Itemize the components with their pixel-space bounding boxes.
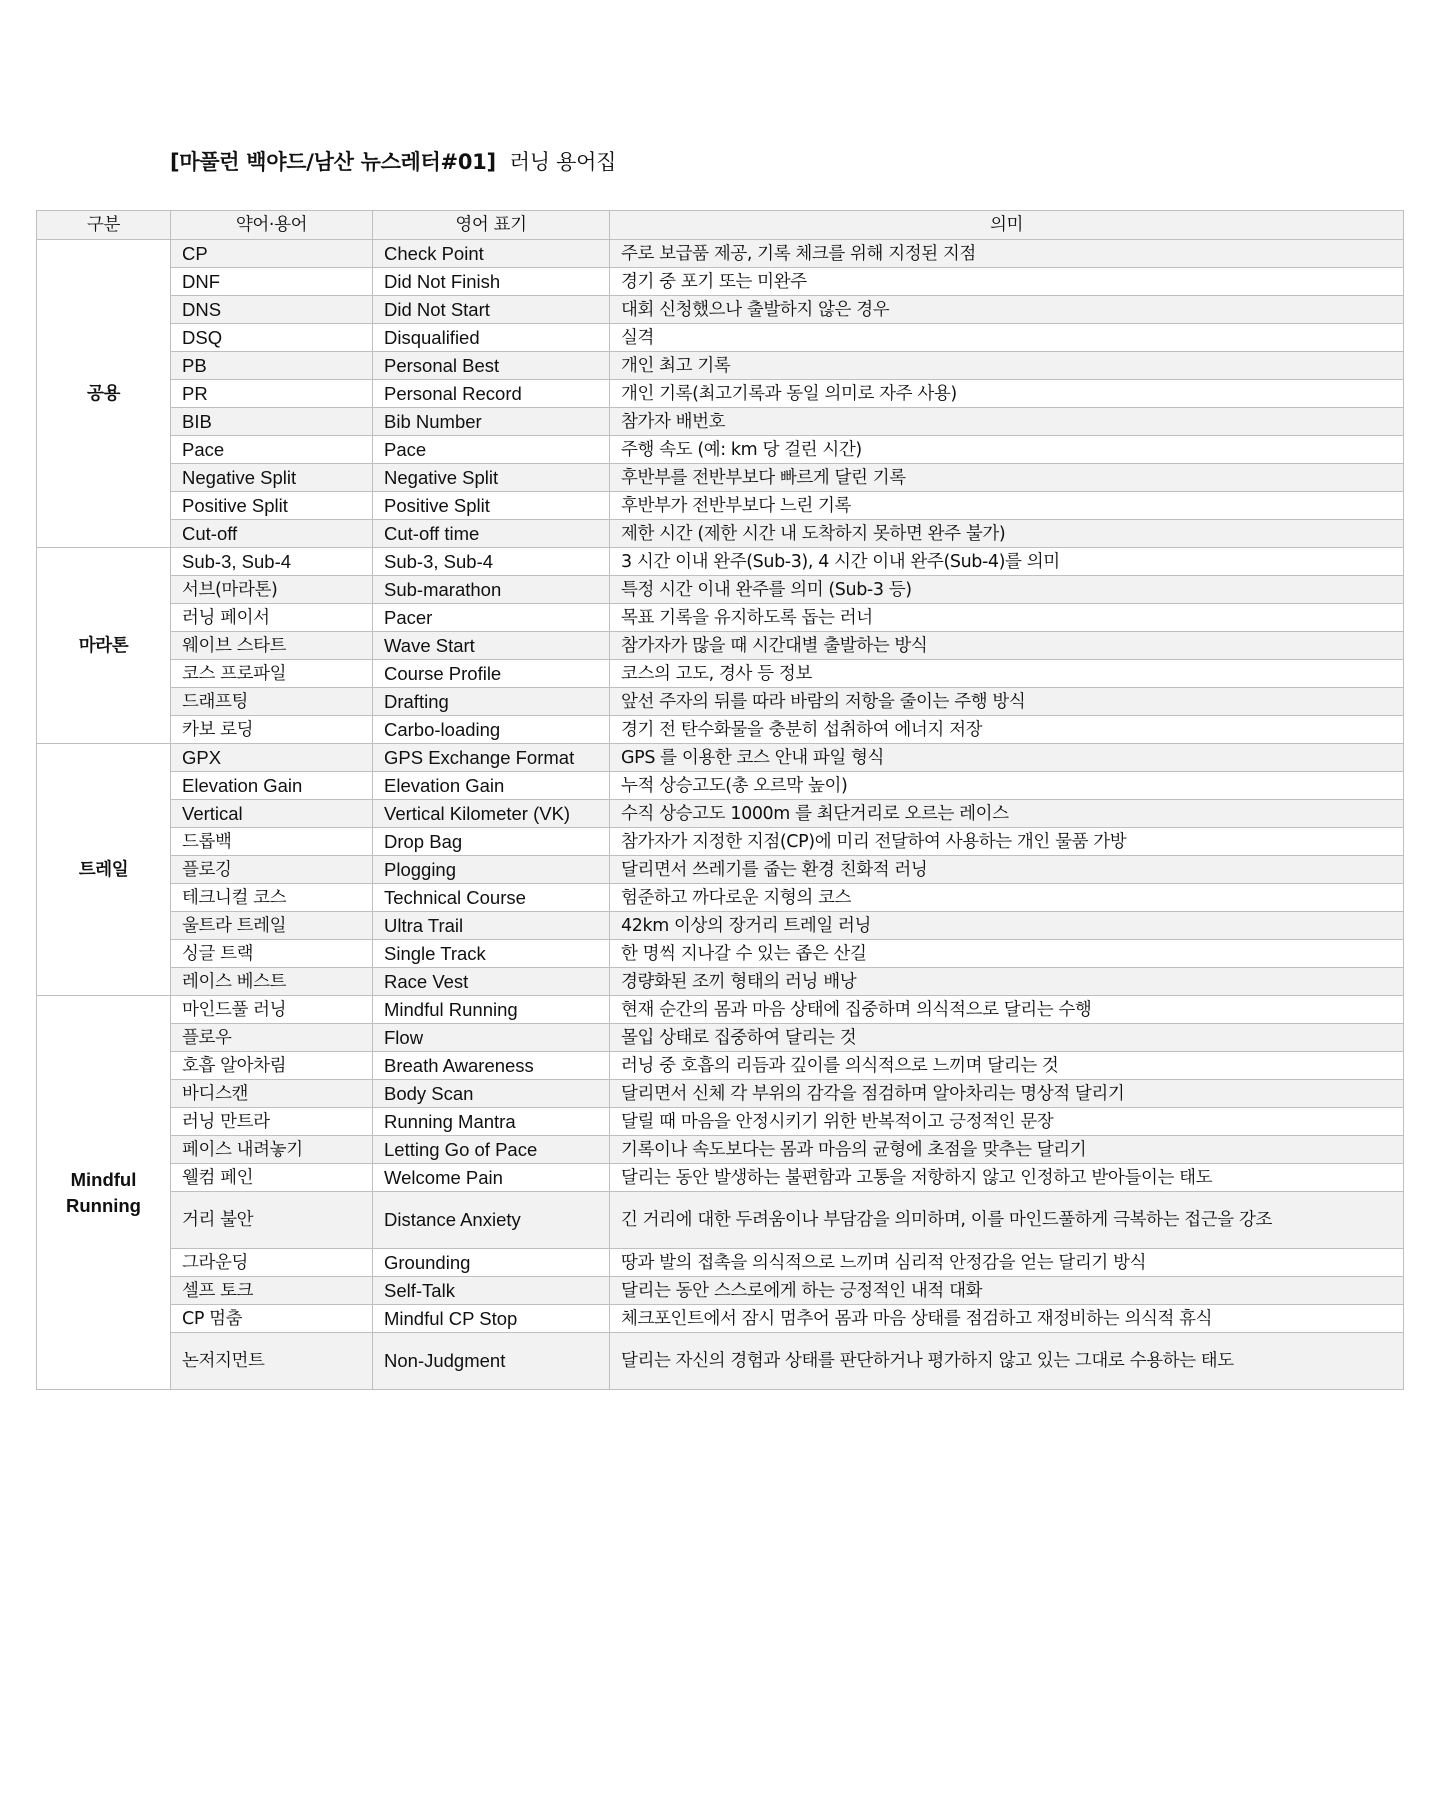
- english-cell: Pacer: [373, 604, 610, 632]
- english-cell: Single Track: [373, 940, 610, 968]
- meaning-cell: 경기 중 포기 또는 미완주: [610, 268, 1404, 296]
- english-cell: Grounding: [373, 1249, 610, 1277]
- term-cell: 울트라 트레일: [171, 912, 373, 940]
- meaning-cell: 험준하고 까다로운 지형의 코스: [610, 884, 1404, 912]
- english-cell: Mindful CP Stop: [373, 1305, 610, 1333]
- term-cell: 그라운딩: [171, 1249, 373, 1277]
- newsletter-label: [마풀런 백야드/남산 뉴스레터#01]: [170, 150, 496, 174]
- english-cell: Drafting: [373, 688, 610, 716]
- table-row: [37, 492, 1404, 520]
- meaning-cell: 특정 시간 이내 완주를 의미 (Sub-3 등): [610, 576, 1404, 604]
- header-category: 구분: [37, 211, 171, 240]
- table-row: [37, 380, 1404, 408]
- term-cell: 카보 로딩: [171, 716, 373, 744]
- meaning-cell: 대회 신청했으나 출발하지 않은 경우: [610, 296, 1404, 324]
- english-cell: Negative Split: [373, 464, 610, 492]
- english-cell: Drop Bag: [373, 828, 610, 856]
- english-cell: Positive Split: [373, 492, 610, 520]
- english-cell: Personal Best: [373, 352, 610, 380]
- meaning-cell: 앞선 주자의 뒤를 따라 바람의 저항을 줄이는 주행 방식: [610, 688, 1404, 716]
- table-row: [37, 800, 1404, 828]
- table-row: [37, 408, 1404, 436]
- header-row: [37, 211, 1404, 240]
- document-title: [170, 146, 616, 176]
- table-row: [37, 716, 1404, 744]
- english-cell: Vertical Kilometer (VK): [373, 800, 610, 828]
- meaning-cell: 개인 최고 기록: [610, 352, 1404, 380]
- category-cell: 트레일: [37, 744, 171, 996]
- english-cell: Elevation Gain: [373, 772, 610, 800]
- term-cell: Positive Split: [171, 492, 373, 520]
- category-cell: 공용: [37, 240, 171, 548]
- english-cell: Carbo-loading: [373, 716, 610, 744]
- meaning-cell: 한 명씩 지나갈 수 있는 좁은 산길: [610, 940, 1404, 968]
- term-cell: 테크니컬 코스: [171, 884, 373, 912]
- term-cell: 웨이브 스타트: [171, 632, 373, 660]
- table-row: [37, 996, 1404, 1024]
- table-row: [37, 604, 1404, 632]
- term-cell: 호흡 알아차림: [171, 1052, 373, 1080]
- meaning-cell: 개인 기록(최고기록과 동일 의미로 자주 사용): [610, 380, 1404, 408]
- meaning-cell: 경량화된 조끼 형태의 러닝 배낭: [610, 968, 1404, 996]
- term-cell: CP 멈춤: [171, 1305, 373, 1333]
- meaning-cell: 긴 거리에 대한 두려움이나 부담감을 의미하며, 이를 마인드풀하게 극복하는 접근을 강조: [610, 1192, 1404, 1249]
- term-cell: 플로우: [171, 1024, 373, 1052]
- table-row: [37, 268, 1404, 296]
- term-cell: 레이스 베스트: [171, 968, 373, 996]
- english-cell: Did Not Start: [373, 296, 610, 324]
- table-row: [37, 576, 1404, 604]
- term-cell: Sub-3, Sub-4: [171, 548, 373, 576]
- meaning-cell: 제한 시간 (제한 시간 내 도착하지 못하면 완주 불가): [610, 520, 1404, 548]
- table-row: [37, 828, 1404, 856]
- english-cell: Race Vest: [373, 968, 610, 996]
- term-cell: 논저지먼트: [171, 1333, 373, 1390]
- meaning-cell: 후반부가 전반부보다 느린 기록: [610, 492, 1404, 520]
- english-cell: Breath Awareness: [373, 1052, 610, 1080]
- english-cell: Running Mantra: [373, 1108, 610, 1136]
- table-row: [37, 968, 1404, 996]
- meaning-cell: 코스의 고도, 경사 등 정보: [610, 660, 1404, 688]
- english-cell: Course Profile: [373, 660, 610, 688]
- table-row: [37, 1052, 1404, 1080]
- table-row: [37, 1080, 1404, 1108]
- term-cell: DSQ: [171, 324, 373, 352]
- meaning-cell: 달리는 동안 스스로에게 하는 긍정적인 내적 대화: [610, 1277, 1404, 1305]
- english-cell: Check Point: [373, 240, 610, 268]
- meaning-cell: 실격: [610, 324, 1404, 352]
- meaning-cell: 후반부를 전반부보다 빠르게 달린 기록: [610, 464, 1404, 492]
- term-cell: DNS: [171, 296, 373, 324]
- glossary-title: 러닝 용어집: [509, 150, 617, 174]
- meaning-cell: 수직 상승고도 1000m 를 최단거리로 오르는 레이스: [610, 800, 1404, 828]
- table-row: [37, 352, 1404, 380]
- term-cell: 셀프 토크: [171, 1277, 373, 1305]
- meaning-cell: 달리면서 쓰레기를 줍는 환경 친화적 러닝: [610, 856, 1404, 884]
- english-cell: Cut-off time: [373, 520, 610, 548]
- term-cell: 웰컴 페인: [171, 1164, 373, 1192]
- table-row: [37, 688, 1404, 716]
- meaning-cell: 누적 상승고도(총 오르막 높이): [610, 772, 1404, 800]
- term-cell: 싱글 트랙: [171, 940, 373, 968]
- english-cell: Pace: [373, 436, 610, 464]
- meaning-cell: 주로 보급품 제공, 기록 체크를 위해 지정된 지점: [610, 240, 1404, 268]
- table-row: [37, 744, 1404, 772]
- english-cell: Technical Course: [373, 884, 610, 912]
- term-cell: BIB: [171, 408, 373, 436]
- english-cell: Bib Number: [373, 408, 610, 436]
- header-english: 영어 표기: [373, 211, 610, 240]
- header-term: 약어·용어: [171, 211, 373, 240]
- meaning-cell: 달릴 때 마음을 안정시키기 위한 반복적이고 긍정적인 문장: [610, 1108, 1404, 1136]
- term-cell: DNF: [171, 268, 373, 296]
- term-cell: Vertical: [171, 800, 373, 828]
- term-cell: Pace: [171, 436, 373, 464]
- term-cell: 서브(마라톤): [171, 576, 373, 604]
- table-row: [37, 520, 1404, 548]
- term-cell: 페이스 내려놓기: [171, 1136, 373, 1164]
- table-row: [37, 1024, 1404, 1052]
- table-row: [37, 912, 1404, 940]
- english-cell: Self-Talk: [373, 1277, 610, 1305]
- glossary-table: [36, 210, 1404, 1390]
- table-row: [37, 1136, 1404, 1164]
- term-cell: 마인드풀 러닝: [171, 996, 373, 1024]
- table-row: [37, 660, 1404, 688]
- table-row: [37, 296, 1404, 324]
- meaning-cell: 땅과 발의 접촉을 의식적으로 느끼며 심리적 안정감을 얻는 달리기 방식: [610, 1249, 1404, 1277]
- meaning-cell: 42km 이상의 장거리 트레일 러닝: [610, 912, 1404, 940]
- table-row: [37, 1277, 1404, 1305]
- english-cell: Plogging: [373, 856, 610, 884]
- meaning-cell: 기록이나 속도보다는 몸과 마음의 균형에 초점을 맞추는 달리기: [610, 1136, 1404, 1164]
- meaning-cell: 참가자가 지정한 지점(CP)에 미리 전달하여 사용하는 개인 물품 가방: [610, 828, 1404, 856]
- term-cell: 러닝 페이서: [171, 604, 373, 632]
- meaning-cell: 주행 속도 (예: km 당 걸린 시간): [610, 436, 1404, 464]
- meaning-cell: 체크포인트에서 잠시 멈추어 몸과 마음 상태를 점검하고 재정비하는 의식적 휴식: [610, 1305, 1404, 1333]
- meaning-cell: 참가자 배번호: [610, 408, 1404, 436]
- term-cell: PR: [171, 380, 373, 408]
- term-cell: 바디스캔: [171, 1080, 373, 1108]
- english-cell: Mindful Running: [373, 996, 610, 1024]
- english-cell: Sub-marathon: [373, 576, 610, 604]
- english-cell: Personal Record: [373, 380, 610, 408]
- table-row: [37, 548, 1404, 576]
- table-row: [37, 772, 1404, 800]
- table-row: [37, 1249, 1404, 1277]
- english-cell: Distance Anxiety: [373, 1192, 610, 1249]
- category-cell: 마라톤: [37, 548, 171, 744]
- english-cell: Non-Judgment: [373, 1333, 610, 1390]
- english-cell: Sub-3, Sub-4: [373, 548, 610, 576]
- english-cell: Disqualified: [373, 324, 610, 352]
- table-row: [37, 884, 1404, 912]
- table-row: [37, 1305, 1404, 1333]
- term-cell: 코스 프로파일: [171, 660, 373, 688]
- english-cell: Wave Start: [373, 632, 610, 660]
- table-row: [37, 1333, 1404, 1390]
- meaning-cell: 달리는 동안 발생하는 불편함과 고통을 저항하지 않고 인정하고 받아들이는 태도: [610, 1164, 1404, 1192]
- table-row: [37, 940, 1404, 968]
- meaning-cell: 달리는 자신의 경험과 상태를 판단하거나 평가하지 않고 있는 그대로 수용하는 태도: [610, 1333, 1404, 1390]
- term-cell: 러닝 만트라: [171, 1108, 373, 1136]
- meaning-cell: 경기 전 탄수화물을 충분히 섭취하여 에너지 저장: [610, 716, 1404, 744]
- term-cell: 드래프팅: [171, 688, 373, 716]
- english-cell: Welcome Pain: [373, 1164, 610, 1192]
- term-cell: CP: [171, 240, 373, 268]
- term-cell: Elevation Gain: [171, 772, 373, 800]
- category-cell: Mindful Running: [37, 996, 171, 1390]
- meaning-cell: 참가자가 많을 때 시간대별 출발하는 방식: [610, 632, 1404, 660]
- meaning-cell: 달리면서 신체 각 부위의 감각을 점검하며 알아차리는 명상적 달리기: [610, 1080, 1404, 1108]
- english-cell: Ultra Trail: [373, 912, 610, 940]
- term-cell: PB: [171, 352, 373, 380]
- english-cell: Body Scan: [373, 1080, 610, 1108]
- meaning-cell: 현재 순간의 몸과 마음 상태에 집중하며 의식적으로 달리는 수행: [610, 996, 1404, 1024]
- meaning-cell: 3 시간 이내 완주(Sub-3), 4 시간 이내 완주(Sub-4)를 의미: [610, 548, 1404, 576]
- term-cell: Cut-off: [171, 520, 373, 548]
- table-row: [37, 324, 1404, 352]
- table-row: [37, 240, 1404, 268]
- english-cell: Did Not Finish: [373, 268, 610, 296]
- term-cell: 드롭백: [171, 828, 373, 856]
- meaning-cell: GPS 를 이용한 코스 안내 파일 형식: [610, 744, 1404, 772]
- english-cell: Letting Go of Pace: [373, 1136, 610, 1164]
- table-row: [37, 1192, 1404, 1249]
- term-cell: GPX: [171, 744, 373, 772]
- table-row: [37, 856, 1404, 884]
- table-row: [37, 632, 1404, 660]
- meaning-cell: 러닝 중 호흡의 리듬과 깊이를 의식적으로 느끼며 달리는 것: [610, 1052, 1404, 1080]
- term-cell: 플로깅: [171, 856, 373, 884]
- table-row: [37, 1164, 1404, 1192]
- meaning-cell: 몰입 상태로 집중하여 달리는 것: [610, 1024, 1404, 1052]
- table-row: [37, 464, 1404, 492]
- english-cell: GPS Exchange Format: [373, 744, 610, 772]
- english-cell: Flow: [373, 1024, 610, 1052]
- table-row: [37, 1108, 1404, 1136]
- table-row: [37, 436, 1404, 464]
- glossary-body: [37, 240, 1404, 1390]
- term-cell: Negative Split: [171, 464, 373, 492]
- meaning-cell: 목표 기록을 유지하도록 돕는 러너: [610, 604, 1404, 632]
- term-cell: 거리 불안: [171, 1192, 373, 1249]
- header-meaning: 의미: [610, 211, 1404, 240]
